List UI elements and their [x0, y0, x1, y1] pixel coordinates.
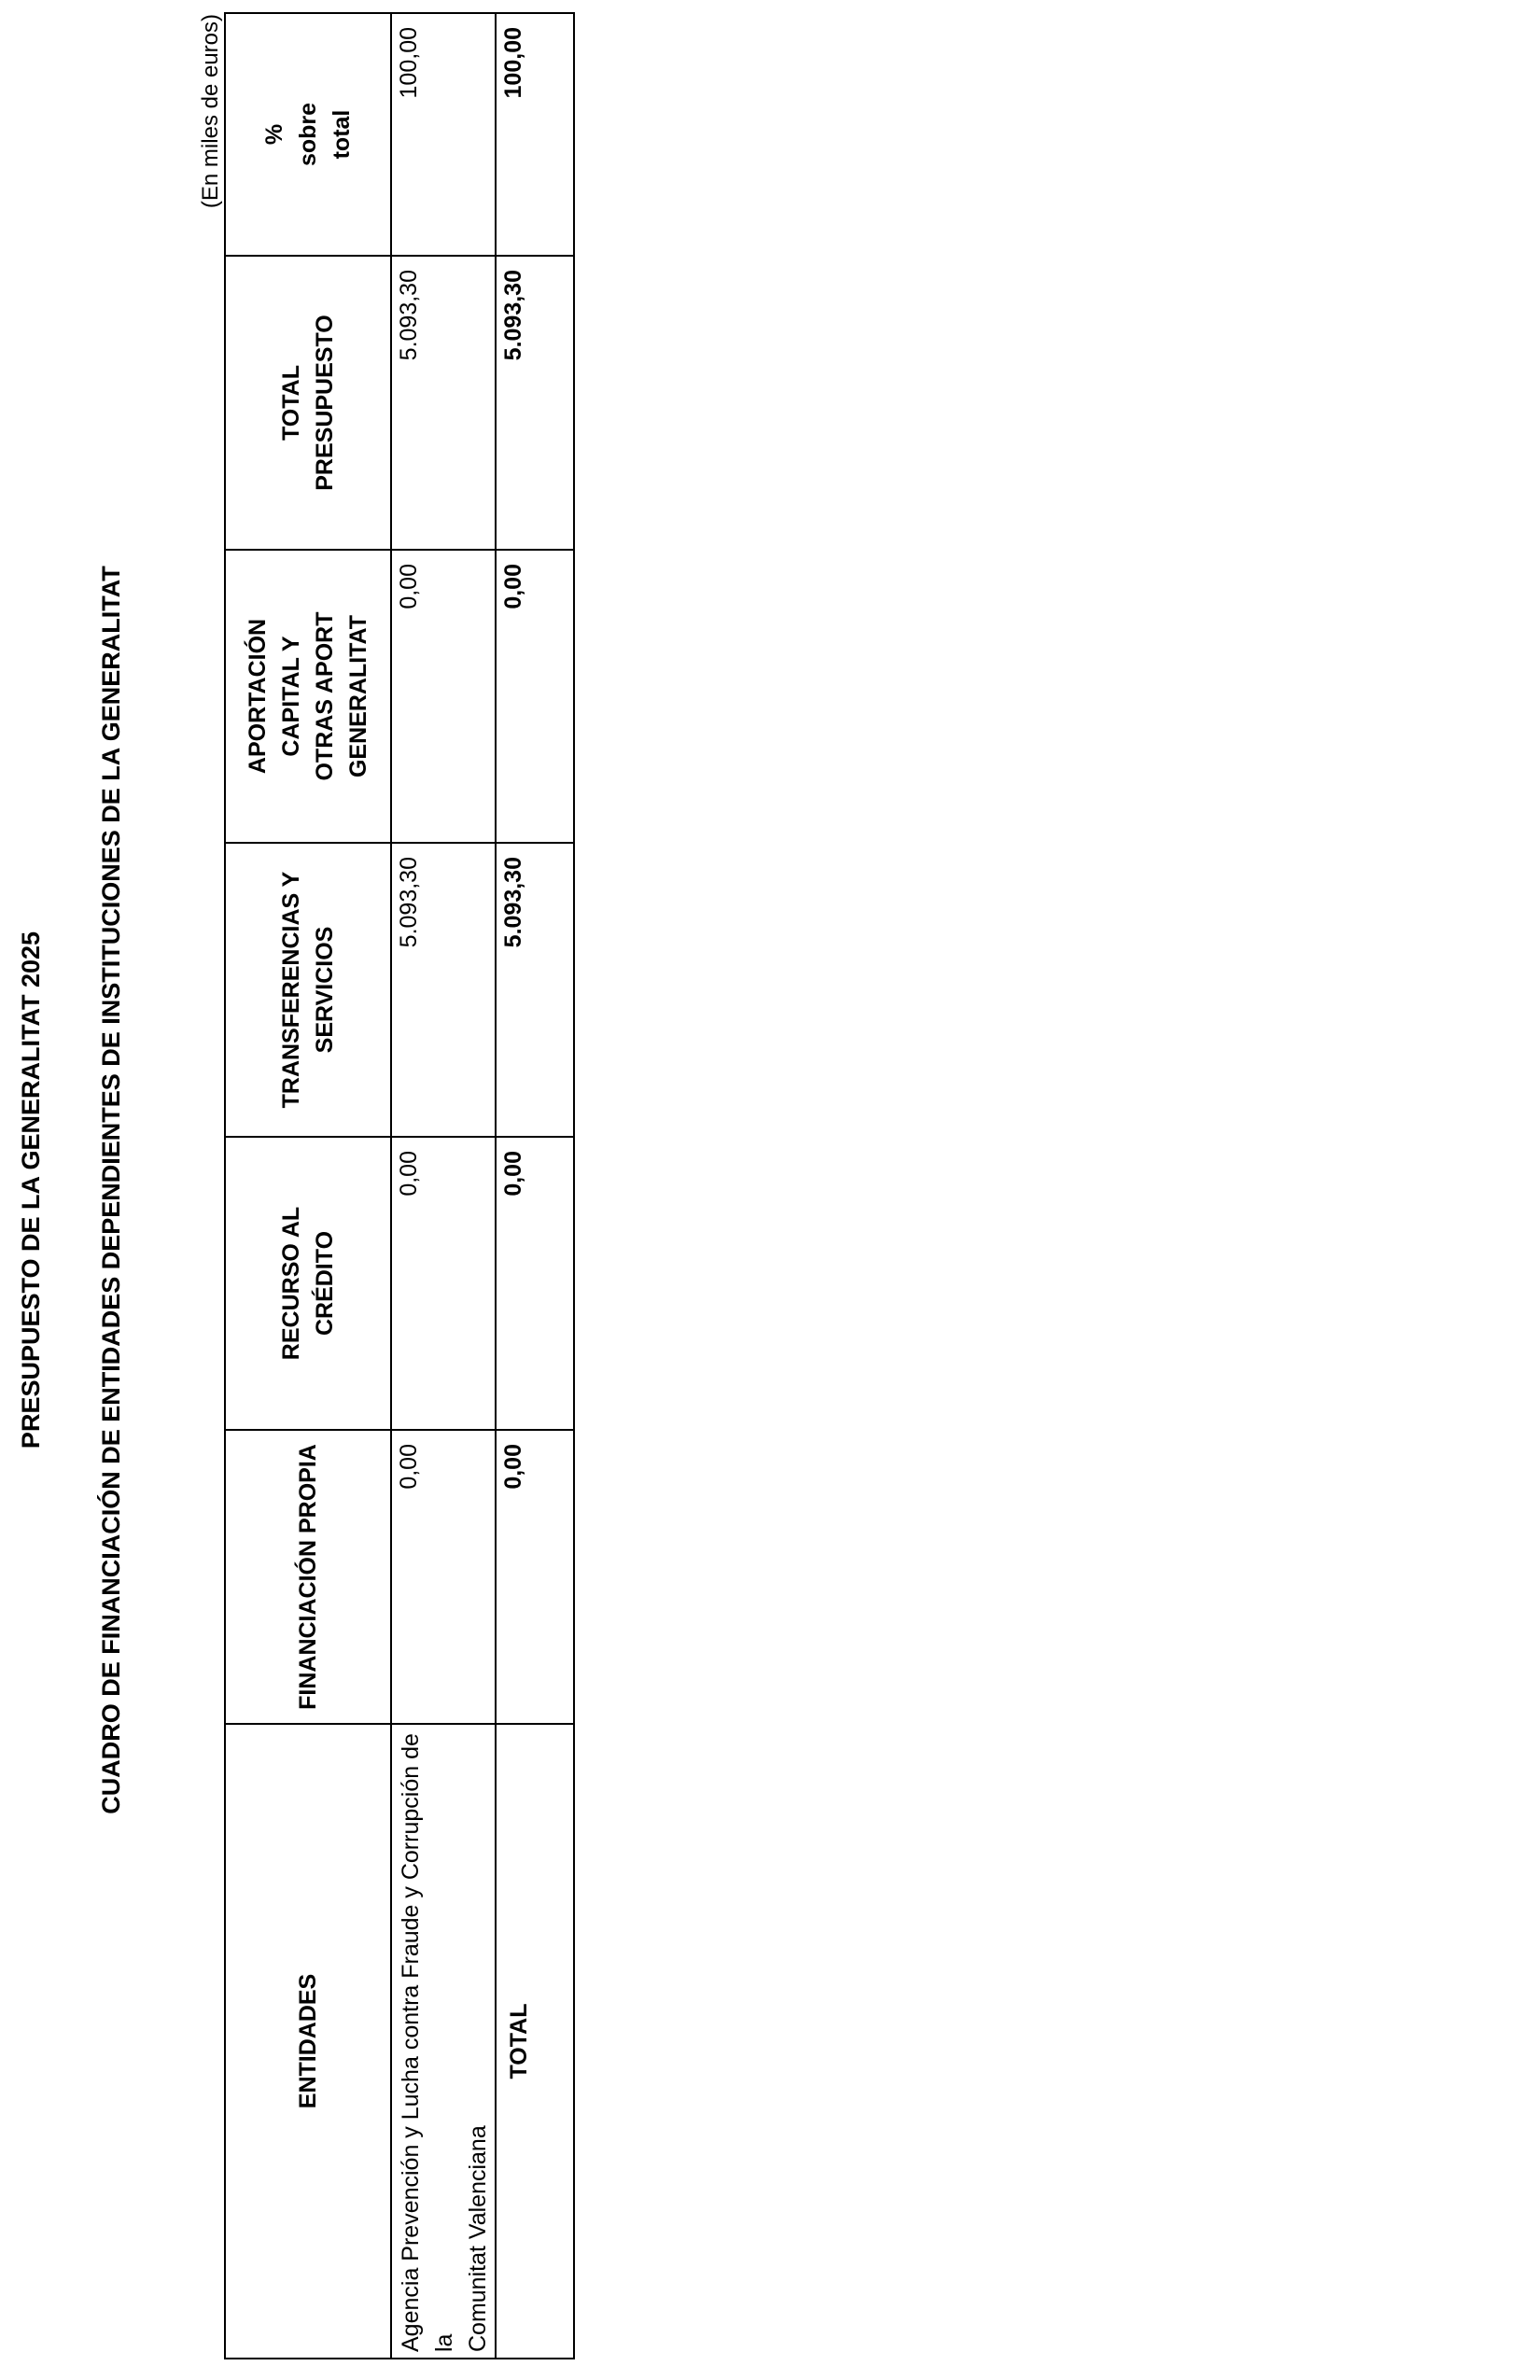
porcentaje-cell: 100,00: [391, 13, 496, 256]
header-row: [225, 13, 391, 2359]
total-aportacion: 0,00: [496, 550, 574, 843]
total-total-presupuesto: 5.093,30: [496, 256, 574, 550]
total-transferencias: 5.093,30: [496, 843, 574, 1137]
units-note: (En miles de euros): [198, 14, 223, 209]
header-entidades: ENTIDADES: [225, 1724, 391, 2359]
header-transferencias: TRANSFERENCIAS Y SERVICIOS: [225, 843, 391, 1137]
total-porcentaje: 100,00: [496, 13, 574, 256]
document-title: PRESUPUESTO DE LA GENERALITAT 2025: [17, 931, 45, 1449]
header-total-presupuesto: TOTAL PRESUPUESTO: [225, 256, 391, 550]
financing-table: [224, 12, 575, 2359]
header-recurso-credito: RECURSO AL CRÉDITO: [225, 1137, 391, 1430]
header-financiacion-propia: FINANCIACIÓN PROPIA: [225, 1430, 391, 1724]
header-aportacion: APORTACIÓN CAPITAL Y OTRAS APORT GENERALITAT: [225, 550, 391, 843]
entity-name-cell: Agencia Prevención y Lucha contra Fraude y Corrupción de la Comunitat Valenciana: [391, 1724, 496, 2359]
transferencias-cell: 5.093,30: [391, 843, 496, 1137]
total-label: TOTAL: [496, 1724, 574, 2359]
financiacion-propia-cell: 0,00: [391, 1430, 496, 1724]
recurso-credito-cell: 0,00: [391, 1137, 496, 1430]
header-porcentaje: % sobre total: [225, 13, 391, 256]
total-recurso-credito: 0,00: [496, 1137, 574, 1430]
total-row: [496, 13, 574, 2359]
document-subtitle: CUADRO DE FINANCIACIÓN DE ENTIDADES DEPENDIENTES DE INSTITUCIONES DE LA GENERALITAT: [97, 566, 125, 1814]
total-presupuesto-cell: 5.093,30: [391, 256, 496, 550]
aportacion-cell: 0,00: [391, 550, 496, 843]
table-row: [391, 13, 496, 2359]
total-financiacion-propia: 0,00: [496, 1430, 574, 1724]
